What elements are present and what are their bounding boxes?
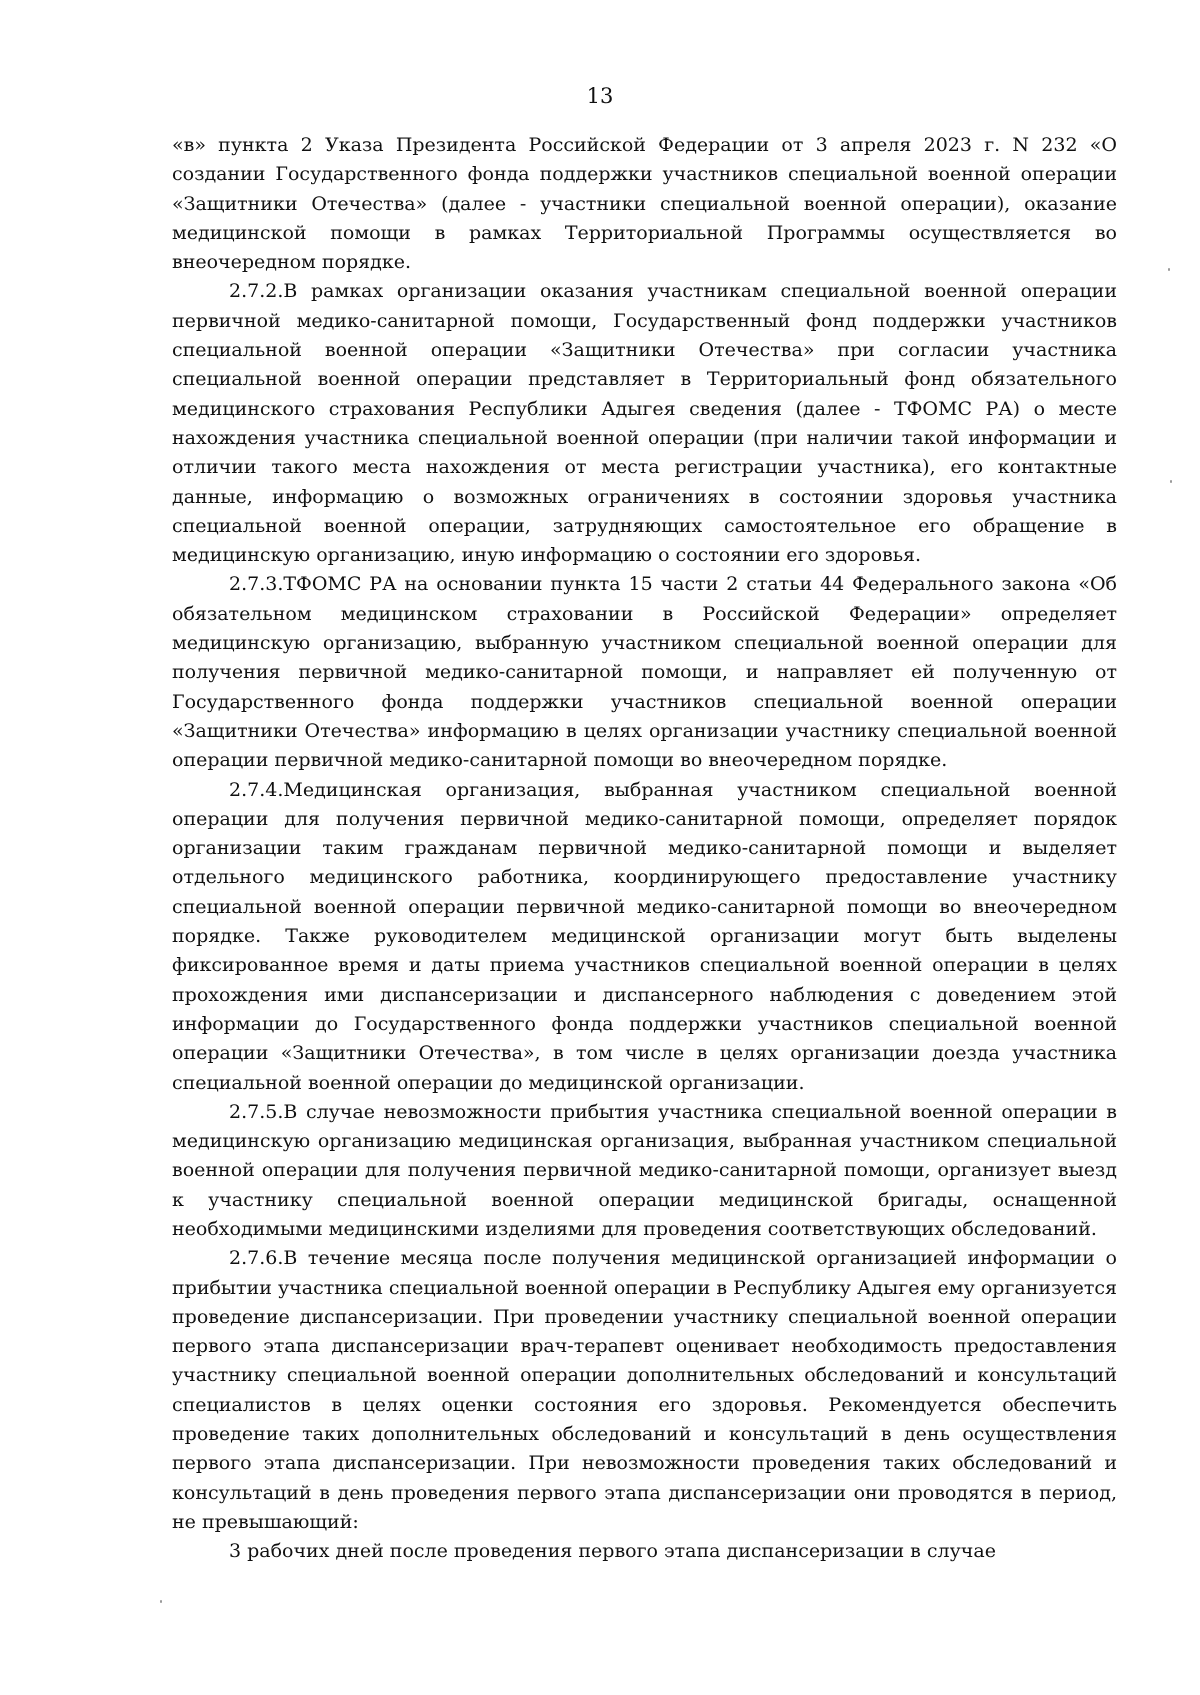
paragraph-2-7-2: 2.7.2.В рамках организации оказания участникам специальной военной операции первичной медико-санитарной помощи, Государственный фонд поддержки участников специальной военной операции «Защитники Отечества» при согласии участника специальной военной операции представляет в Территориальный фонд обязательного медицинского страхования Республики Адыгея сведения (далее - ТФОМС РА) о месте нахождения участника специальной военной операции (при наличии такой информации и отличии такого места нахождения от места регистрации участника), его контактные данные, информацию о возможных ограничениях в состоянии здоровья участника специальной военной операции, затрудняющих самостоятельное его обращение в медицинскую организацию, иную информацию о состоянии его здоровья.: [172, 280, 1117, 567]
paragraph-continuation: «в» пункта 2 Указа Президента Российской Федерации от 3 апреля 2023 г. N 232 «О создании Государственного фонда поддержки участников специальной военной операции «Защитники Отечества» (далее - участники специальной военной операции), оказание медицинской помощи в рамках Территориальной Программы осуществляется во внеочередном порядке.: [172, 134, 1117, 274]
scan-speck: [1168, 268, 1170, 271]
paragraph-2-7-5: 2.7.5.В случае невозможности прибытия участника специальной военной операции в медицинскую организацию медицинская организация, выбранная участником специальной военной операции для получения первичной медико-санитарной помощи, организует выезд к участнику специальной военной операции медицинской бригады, оснащенной необходимыми медицинскими изделиями для проведения соответствующих обследований.: [172, 1100, 1117, 1240]
paragraph-2-7-6: 2.7.6.В течение месяца после получения медицинской организацией информации о прибытии участника специальной военной операции в Республику Адыгея ему организуется проведение диспансеризации. При проведении участнику специальной военной операции первого этапа диспансеризации врач-терапевт оценивает необходимость предоставления участнику специальной военной операции дополнительных обследований и консультаций специалистов в целях оценки состояния его здоровья. Рекомендуется обеспечить проведение таких дополнительных обследований и консультаций в день осуществления первого этапа диспансеризации. При невозможности проведения таких обследований и консультаций в день проведения первого этапа диспансеризации они проводятся в период, не превышающий:: [172, 1247, 1117, 1533]
paragraph-list-item: 3 рабочих дней после проведения первого этапа диспансеризации в случае: [229, 1540, 996, 1563]
page-number: 13: [586, 84, 614, 108]
paragraph-2-7-4: 2.7.4.Медицинская организация, выбранная участником специальной военной операции для получения первичной медико-санитарной помощи, определяет порядок организации таким гражданам первичной медико-санитарной помощи и выделяет отдельного медицинского работника, координирующего предоставление участнику специальной военной операции первичной медико-санитарной помощи во внеочередном порядке. Также руководителем медицинской организации могут быть выделены фиксированное время и даты приема участников специальной военной операции в целях прохождения ими диспансеризации и диспансерного наблюдения с доведением этой информации до Государственного фонда поддержки участников специальной военной операции «Защитники Отечества», в том числе в целях организации доезда участника специальной военной операции до медицинской организации.: [172, 778, 1117, 1094]
scan-speck: [160, 1600, 162, 1603]
document-body: [172, 131, 1117, 1567]
paragraph-2-7-3: 2.7.3.ТФОМС РА на основании пункта 15 части 2 статьи 44 Федерального закона «Об обязательном медицинском страховании в Российской Федерации» определяет медицинскую организацию, выбранную участником специальной военной операции для получения первичной медико-санитарной помощи, и направляет ей полученную от Государственного фонда поддержки участников специальной военной операции «Защитники Отечества» информацию в целях организации участнику специальной военной операции первичной медико-санитарной помощи во внеочередном порядке.: [172, 573, 1117, 772]
scan-speck: [1170, 480, 1172, 483]
